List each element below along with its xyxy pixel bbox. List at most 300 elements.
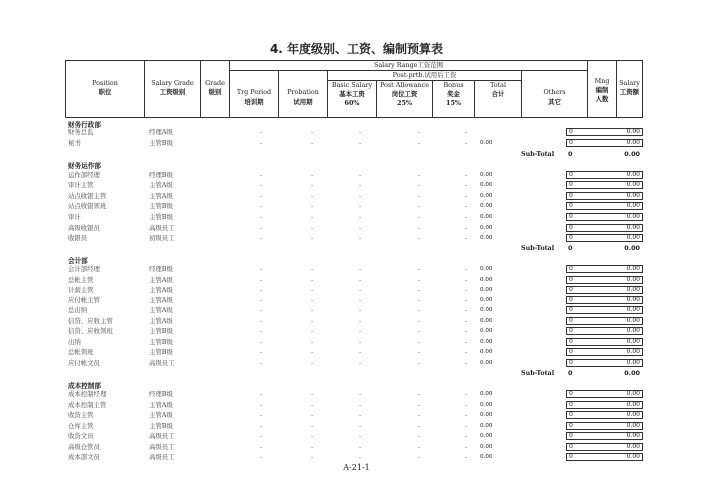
position-cell: 站点收银主管: [68, 192, 107, 200]
total-cell: 0.00: [480, 203, 493, 209]
mng-salary-box: [566, 306, 643, 314]
salary-amount: 0.00: [626, 390, 640, 397]
empty-value-dash: -: [260, 348, 263, 356]
empty-value-dash: -: [311, 202, 314, 210]
mng-salary-box: [566, 453, 643, 461]
empty-value-dash: -: [418, 296, 421, 304]
subtotal-mng: 0: [568, 369, 573, 377]
salary-amount: 0.00: [626, 432, 640, 439]
total-cell: 0.00: [480, 444, 493, 450]
position-cell: 审计主管: [68, 181, 94, 189]
mng-salary-box: [566, 234, 643, 242]
empty-value-dash: -: [260, 327, 263, 335]
subtotal-row: [0, 244, 713, 253]
empty-value-dash: -: [260, 432, 263, 440]
mng-count: 0: [569, 181, 573, 188]
empty-value-dash: -: [260, 390, 263, 398]
empty-value-dash: -: [359, 327, 362, 335]
empty-value-dash: -: [311, 286, 314, 294]
header-probation-en: Probation: [287, 88, 319, 96]
empty-value-dash: -: [359, 213, 362, 221]
table-row: [0, 327, 713, 336]
position-cell: 仓库主管: [68, 422, 94, 430]
salary-amount: 0.00: [626, 327, 640, 334]
table-row: [0, 202, 713, 211]
mng-count: 0: [569, 359, 573, 366]
total-cell: 0.00: [480, 297, 493, 303]
header-grade-cn: 级别: [208, 88, 222, 96]
empty-value-dash: -: [311, 171, 314, 179]
empty-value-dash: -: [465, 286, 468, 294]
empty-value-dash: -: [418, 338, 421, 346]
grade-cell: 主管A级: [149, 276, 173, 284]
grade-cell: 主管A级: [149, 192, 173, 200]
table-row: [0, 181, 713, 190]
total-cell: 0.00: [480, 266, 493, 272]
subtotal-mng: 0: [568, 150, 573, 158]
mng-salary-box: [566, 181, 643, 189]
empty-value-dash: -: [359, 338, 362, 346]
section-heading: 会计部: [68, 257, 88, 265]
empty-value-dash: -: [359, 443, 362, 451]
header-bonus-pct: 15%: [446, 99, 461, 107]
total-cell: 0.00: [480, 318, 493, 324]
empty-value-dash: -: [359, 265, 362, 273]
empty-value-dash: -: [465, 224, 468, 232]
header-position-cn: 职位: [98, 88, 112, 96]
position-cell: 成本控制主管: [68, 401, 107, 409]
subtotal-salary: 0.00: [624, 150, 640, 158]
empty-value-dash: -: [465, 348, 468, 356]
empty-value-dash: -: [418, 192, 421, 200]
mng-salary-box: [566, 422, 643, 430]
salary-amount: 0.00: [626, 213, 640, 220]
mng-count: 0: [569, 348, 573, 355]
position-cell: 站点收银领班: [68, 202, 107, 210]
empty-value-dash: -: [418, 234, 421, 242]
empty-value-dash: -: [418, 327, 421, 335]
mng-salary-box: [566, 338, 643, 346]
position-cell: 审计: [68, 213, 81, 221]
empty-value-dash: -: [260, 317, 263, 325]
salary-amount: 0.00: [626, 181, 640, 188]
table-row: [0, 338, 713, 347]
subtotal-row: [0, 369, 713, 378]
empty-value-dash: -: [260, 192, 263, 200]
position-cell: 运作部经理: [68, 171, 100, 179]
empty-value-dash: -: [311, 348, 314, 356]
table-row: [0, 276, 713, 285]
header-mng-cn1: 编制: [595, 86, 609, 94]
empty-value-dash: -: [359, 202, 362, 210]
mng-count: 0: [569, 192, 573, 199]
grade-cell: 高级员工: [149, 453, 175, 461]
empty-value-dash: -: [359, 181, 362, 189]
table-row: [0, 422, 713, 431]
header-total-en: Total: [489, 81, 507, 89]
header-position-en: Position: [92, 79, 118, 87]
salary-amount: 0.00: [626, 128, 640, 135]
empty-value-dash: -: [260, 453, 263, 461]
empty-value-dash: -: [359, 422, 362, 430]
empty-value-dash: -: [359, 390, 362, 398]
empty-value-dash: -: [465, 317, 468, 325]
mng-salary-box: [566, 213, 643, 221]
empty-value-dash: -: [311, 276, 314, 284]
grade-cell: 主管B级: [149, 338, 173, 346]
empty-value-dash: -: [465, 171, 468, 179]
empty-value-dash: -: [311, 128, 314, 136]
empty-value-dash: -: [359, 411, 362, 419]
position-cell: 高级仓管员: [68, 443, 100, 451]
header-mng-cn2: 人数: [595, 95, 609, 103]
table-row: [0, 359, 713, 368]
salary-amount: 0.00: [626, 286, 640, 293]
table-row: [0, 443, 713, 452]
salary-amount: 0.00: [626, 171, 640, 178]
empty-value-dash: -: [418, 276, 421, 284]
empty-value-dash: -: [418, 181, 421, 189]
empty-value-dash: -: [418, 286, 421, 294]
mng-count: 0: [569, 139, 573, 146]
empty-value-dash: -: [359, 317, 362, 325]
mng-salary-box: [566, 192, 643, 200]
header-bonus-en: Bonus: [443, 81, 464, 89]
empty-value-dash: -: [311, 359, 314, 367]
empty-value-dash: -: [465, 390, 468, 398]
empty-value-dash: -: [311, 213, 314, 221]
grade-cell: 主管A级: [149, 317, 173, 325]
empty-value-dash: -: [311, 401, 314, 409]
header-trg-period-cn: 培训期: [244, 98, 264, 106]
empty-value-dash: -: [465, 202, 468, 210]
empty-value-dash: -: [359, 401, 362, 409]
position-cell: 收银员: [68, 234, 88, 242]
empty-value-dash: -: [311, 265, 314, 273]
salary-amount: 0.00: [626, 265, 640, 272]
section-heading: 财务行政部: [68, 121, 101, 129]
empty-value-dash: -: [465, 128, 468, 136]
empty-value-dash: -: [260, 359, 263, 367]
table-row: [0, 296, 713, 305]
position-cell: 收货主管: [68, 411, 94, 419]
header-total-cn: 合计: [491, 90, 505, 98]
header-others-en: Others: [543, 88, 566, 96]
total-cell: 0.00: [480, 172, 493, 178]
table-row: [0, 306, 713, 315]
table-row: [0, 224, 713, 233]
table-row: [0, 432, 713, 441]
position-cell: 收货文员: [68, 432, 94, 440]
total-cell: 0.00: [480, 193, 493, 199]
empty-value-dash: -: [260, 401, 263, 409]
empty-value-dash: -: [418, 213, 421, 221]
salary-amount: 0.00: [626, 422, 640, 429]
position-cell: 成本部文员: [68, 453, 100, 461]
table-row: [0, 453, 713, 462]
position-cell: 总出纳: [68, 306, 88, 314]
empty-value-dash: -: [359, 306, 362, 314]
table-row: [0, 139, 713, 148]
salary-amount: 0.00: [626, 202, 640, 209]
empty-value-dash: -: [465, 306, 468, 314]
empty-value-dash: -: [260, 128, 263, 136]
mng-salary-box: [566, 432, 643, 440]
total-cell: 0.00: [480, 360, 493, 366]
mng-count: 0: [569, 171, 573, 178]
header-others-cn: 其它: [548, 98, 561, 106]
mng-count: 0: [569, 234, 573, 241]
total-cell: 0.00: [480, 454, 493, 460]
empty-value-dash: -: [418, 128, 421, 136]
empty-value-dash: -: [418, 171, 421, 179]
empty-value-dash: -: [260, 265, 263, 273]
header-basic-salary-pct: 60%: [344, 99, 360, 107]
empty-value-dash: -: [260, 443, 263, 451]
grade-cell: 高级员工: [149, 432, 175, 440]
empty-value-dash: -: [359, 276, 362, 284]
empty-value-dash: -: [311, 411, 314, 419]
mng-count: 0: [569, 317, 573, 324]
empty-value-dash: -: [359, 359, 362, 367]
mng-count: 0: [569, 213, 573, 220]
table-row: [0, 317, 713, 326]
mng-salary-box: [566, 202, 643, 210]
mng-count: 0: [569, 265, 573, 272]
empty-value-dash: -: [418, 443, 421, 451]
empty-value-dash: -: [465, 359, 468, 367]
position-cell: 会计部经理: [68, 265, 100, 273]
grade-cell: 主管B级: [149, 202, 173, 210]
salary-amount: 0.00: [626, 224, 640, 231]
empty-value-dash: -: [359, 432, 362, 440]
empty-value-dash: -: [465, 192, 468, 200]
empty-value-dash: -: [418, 224, 421, 232]
mng-count: 0: [569, 453, 573, 460]
table-row: [0, 401, 713, 410]
position-cell: 总帐领班: [68, 348, 94, 356]
salary-amount: 0.00: [626, 348, 640, 355]
empty-value-dash: -: [311, 443, 314, 451]
empty-value-dash: -: [465, 276, 468, 284]
table-row: [0, 411, 713, 420]
header-post-prtb: Post-prtb.试用后工资: [392, 71, 457, 79]
empty-value-dash: -: [359, 296, 362, 304]
empty-value-dash: -: [311, 296, 314, 304]
empty-value-dash: -: [359, 139, 362, 147]
empty-value-dash: -: [359, 453, 362, 461]
empty-value-dash: -: [418, 411, 421, 419]
total-cell: 0.00: [480, 412, 493, 418]
empty-value-dash: -: [418, 432, 421, 440]
section-heading: 成本控制部: [68, 382, 101, 390]
total-cell: 0.00: [480, 225, 493, 231]
mng-count: 0: [569, 202, 573, 209]
empty-value-dash: -: [465, 401, 468, 409]
subtotal-salary: 0.00: [624, 369, 640, 377]
mng-salary-box: [566, 224, 643, 232]
empty-value-dash: -: [311, 317, 314, 325]
position-cell: 信贷、应收主管: [68, 317, 113, 325]
salary-amount: 0.00: [626, 443, 640, 450]
mng-salary-box: [566, 139, 643, 147]
empty-value-dash: -: [418, 139, 421, 147]
table-row: [0, 286, 713, 295]
header-probation-cn: 试用期: [293, 98, 313, 106]
header-post-allowance-en: Post Allowance: [379, 81, 430, 89]
grade-cell: 高级员工: [149, 224, 175, 232]
empty-value-dash: -: [311, 338, 314, 346]
grade-cell: 经理B级: [149, 265, 173, 273]
empty-value-dash: -: [260, 181, 263, 189]
grade-cell: 主管B级: [149, 213, 173, 221]
empty-value-dash: -: [311, 234, 314, 242]
grade-cell: 主管B级: [149, 348, 173, 356]
table-row: [0, 171, 713, 180]
page-title: 4. 年度级别、工资、编制预算表: [269, 42, 444, 56]
empty-value-dash: -: [260, 286, 263, 294]
table-row: [0, 234, 713, 243]
total-cell: 0.00: [480, 235, 493, 241]
empty-value-dash: -: [260, 411, 263, 419]
position-cell: 应付帐主管: [68, 296, 100, 304]
empty-value-dash: -: [311, 432, 314, 440]
table-row: [0, 192, 713, 201]
grade-cell: 主管A级: [149, 306, 173, 314]
header-basic-salary-cn: 基本工资: [339, 90, 365, 98]
mng-salary-box: [566, 390, 643, 398]
empty-value-dash: -: [359, 128, 362, 136]
header-bonus-cn: 奖金: [447, 90, 460, 98]
position-cell: 总帐主管: [68, 276, 94, 284]
empty-value-dash: -: [418, 390, 421, 398]
salary-amount: 0.00: [626, 192, 640, 199]
total-cell: 0.00: [480, 328, 493, 334]
salary-amount: 0.00: [626, 359, 640, 366]
mng-count: 0: [569, 296, 573, 303]
total-cell: 0.00: [480, 402, 493, 408]
empty-value-dash: -: [418, 317, 421, 325]
total-cell: 0.00: [480, 287, 493, 293]
table-row: [0, 213, 713, 222]
mng-count: 0: [569, 411, 573, 418]
empty-value-dash: -: [418, 202, 421, 210]
grade-cell: 主管A级: [149, 296, 173, 304]
empty-value-dash: -: [359, 286, 362, 294]
position-cell: 秘书: [68, 139, 81, 147]
header-salary-grade-en: Salary Grade: [151, 79, 194, 87]
salary-amount: 0.00: [626, 401, 640, 408]
empty-value-dash: -: [465, 327, 468, 335]
subtotal-mng: 0: [568, 244, 573, 252]
table-row: [0, 390, 713, 399]
total-cell: 0.00: [480, 433, 493, 439]
mng-salary-box: [566, 348, 643, 356]
empty-value-dash: -: [418, 265, 421, 273]
empty-value-dash: -: [260, 171, 263, 179]
mng-count: 0: [569, 432, 573, 439]
mng-count: 0: [569, 422, 573, 429]
grade-cell: 主管B级: [149, 327, 173, 335]
empty-value-dash: -: [260, 306, 263, 314]
position-cell: 应付帐文员: [68, 359, 100, 367]
grade-cell: 经理B级: [149, 171, 173, 179]
empty-value-dash: -: [260, 296, 263, 304]
empty-value-dash: -: [465, 411, 468, 419]
page-footer: A-21-1: [343, 463, 370, 472]
empty-value-dash: -: [465, 265, 468, 273]
grade-cell: 初级员工: [149, 234, 175, 242]
header-salary-en: Salary: [619, 79, 640, 87]
mng-salary-box: [566, 276, 643, 284]
empty-value-dash: -: [418, 348, 421, 356]
header-mng-en: Mng: [594, 77, 610, 85]
salary-amount: 0.00: [626, 296, 640, 303]
salary-amount: 0.00: [626, 306, 640, 313]
empty-value-dash: -: [418, 359, 421, 367]
mng-count: 0: [569, 286, 573, 293]
empty-value-dash: -: [465, 338, 468, 346]
empty-value-dash: -: [311, 139, 314, 147]
section-heading: 财务运作部: [68, 162, 101, 170]
subtotal-label: Sub-Total: [521, 150, 555, 158]
grade-cell: 主管A级: [149, 286, 173, 294]
total-cell: 0.00: [480, 391, 493, 397]
grade-cell: 主管B级: [149, 139, 173, 147]
empty-value-dash: -: [260, 422, 263, 430]
grade-cell: 主管A级: [149, 401, 173, 409]
header-grade-en: Grade: [205, 79, 225, 87]
empty-value-dash: -: [260, 213, 263, 221]
salary-amount: 0.00: [626, 234, 640, 241]
mng-salary-box: [566, 443, 643, 451]
empty-value-dash: -: [418, 453, 421, 461]
mng-salary-box: [566, 265, 643, 273]
empty-value-dash: -: [260, 202, 263, 210]
position-cell: 出纳: [68, 338, 81, 346]
position-cell: 信贷、应收领班: [68, 327, 113, 335]
empty-value-dash: -: [359, 348, 362, 356]
total-cell: 0.00: [480, 423, 493, 429]
mng-salary-box: [566, 128, 643, 136]
mng-count: 0: [569, 338, 573, 345]
mng-count: 0: [569, 224, 573, 231]
salary-amount: 0.00: [626, 317, 640, 324]
grade-cell: 高级员工: [149, 359, 175, 367]
empty-value-dash: -: [465, 296, 468, 304]
mng-salary-box: [566, 401, 643, 409]
empty-value-dash: -: [359, 224, 362, 232]
empty-value-dash: -: [465, 432, 468, 440]
empty-value-dash: -: [465, 181, 468, 189]
empty-value-dash: -: [260, 276, 263, 284]
total-cell: 0.00: [480, 182, 493, 188]
table-row: [0, 128, 713, 137]
empty-value-dash: -: [311, 181, 314, 189]
header-salary-cn: 工资额: [619, 88, 640, 96]
empty-value-dash: -: [465, 443, 468, 451]
position-cell: 计薪主管: [68, 286, 94, 294]
empty-value-dash: -: [359, 171, 362, 179]
position-cell: 成本控制经理: [68, 390, 107, 398]
empty-value-dash: -: [418, 422, 421, 430]
empty-value-dash: -: [465, 234, 468, 242]
subtotal-salary: 0.00: [624, 244, 640, 252]
grade-cell: 主管A级: [149, 411, 173, 419]
grade-cell: 高级员工: [149, 443, 175, 451]
empty-value-dash: -: [311, 422, 314, 430]
total-cell: 0.00: [480, 349, 493, 355]
